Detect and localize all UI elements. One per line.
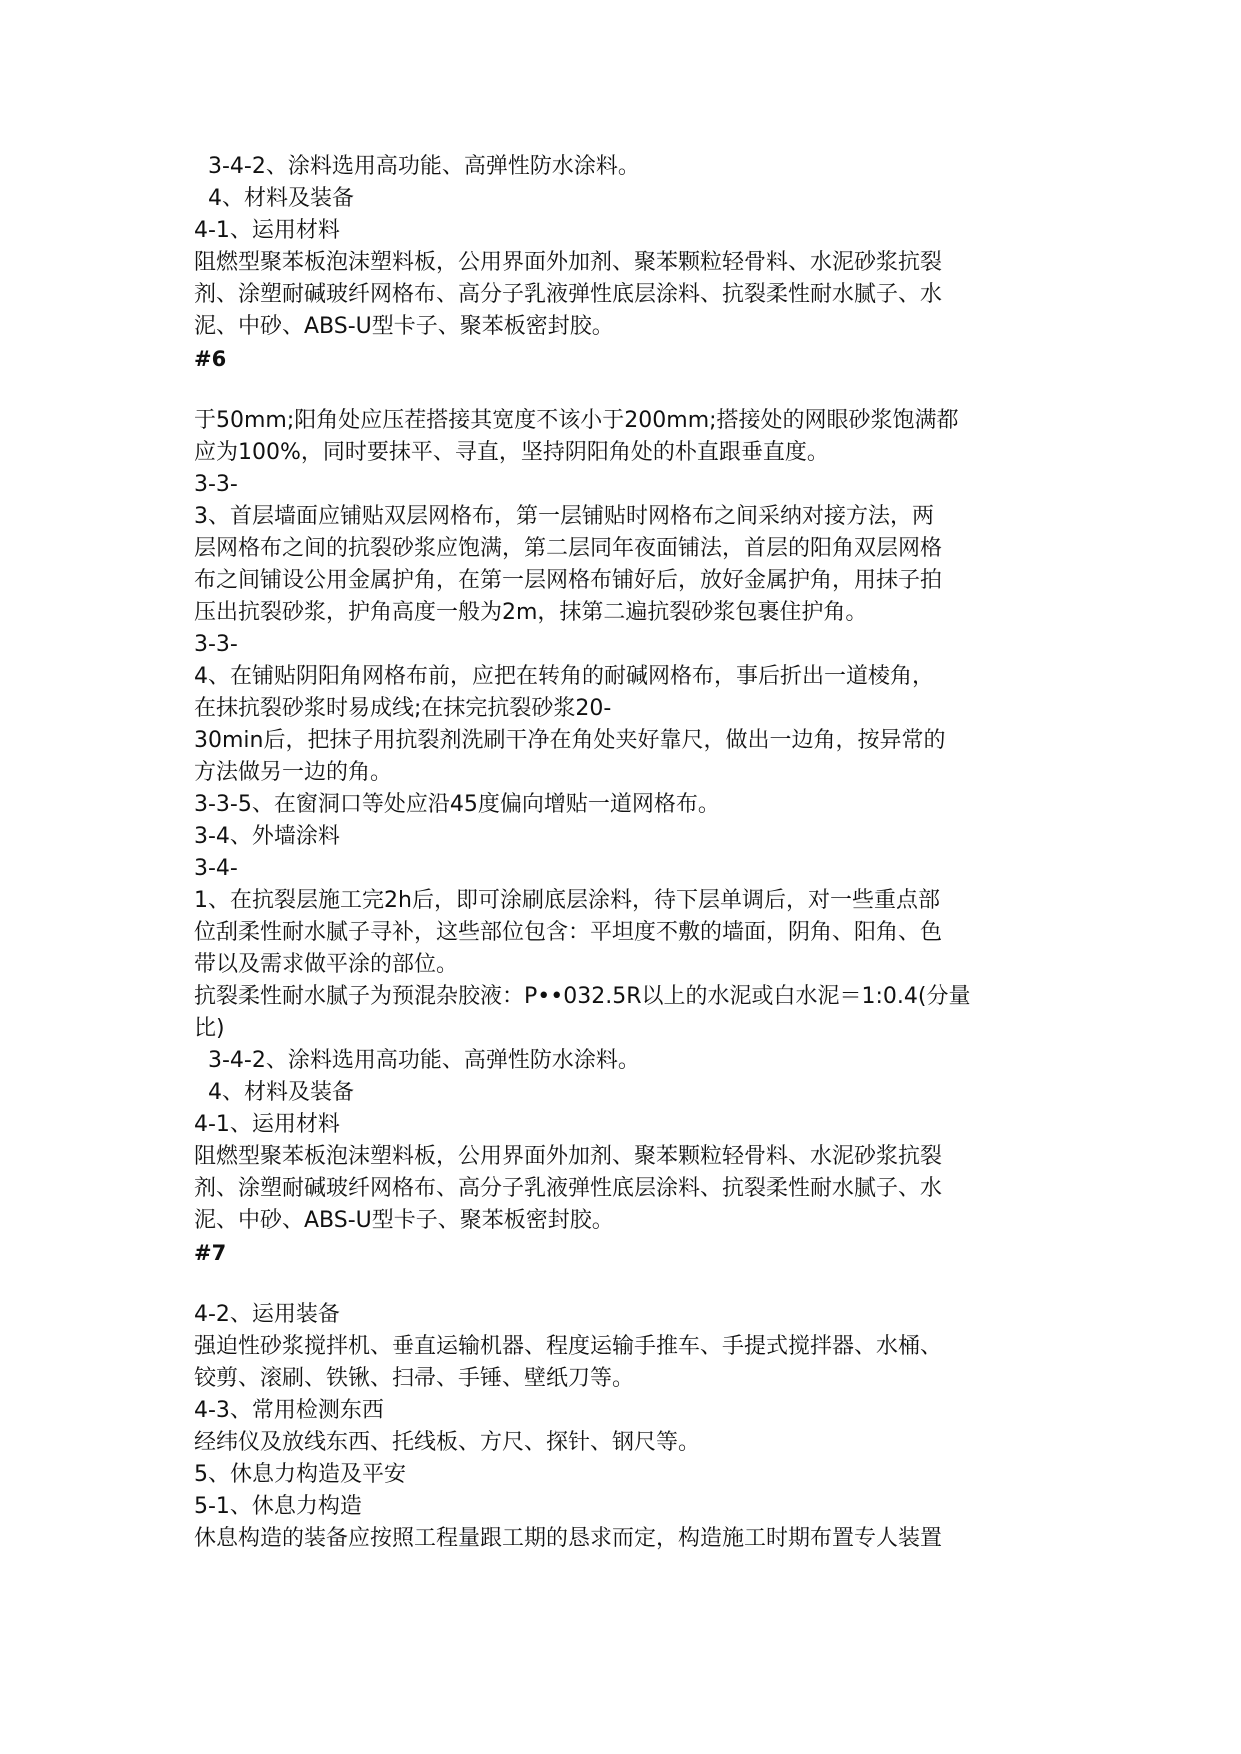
section-heading: 4-3、常用检测东西 <box>194 1398 384 1423</box>
section-heading: 5-1、休息力构造 <box>194 1494 362 1519</box>
spacer <box>194 375 1054 405</box>
paragraph-line: 3-3-5、在窗洞口等处应沿45度偏向增贴一道网格布。 <box>194 792 720 817</box>
section-heading: 4、材料及装备 <box>208 1080 354 1105</box>
paragraph-line: 3、首层墙面应铺贴双层网格布，第一层铺贴时网格布之间采纳对接方法，两 <box>194 504 934 529</box>
spacer <box>194 1269 1054 1299</box>
section-heading: 3-4- <box>194 856 238 881</box>
section-heading: 4-1、运用材料 <box>194 218 340 243</box>
paragraph-line: 4、在铺贴阴阳角网格布前，应把在转角的耐碱网格布，事后折出一道棱角， <box>194 664 934 689</box>
section-heading: 3-3- <box>194 632 238 657</box>
page-marker: #7 <box>194 1241 227 1265</box>
section-heading: 3-3- <box>194 472 238 497</box>
paragraph-line: 阻燃型聚苯板泡沫塑料板，公用界面外加剂、聚苯颗粒轻骨料、水泥砂浆抗裂 <box>194 250 943 275</box>
section-heading: 5、休息力构造及平安 <box>194 1462 406 1487</box>
paragraph-line: 抗裂柔性耐水腻子为预混杂胶液：P••032.5R以上的水泥或白水泥＝1:0.4(分量 <box>194 984 971 1009</box>
document-body <box>194 151 1054 1555</box>
paragraph-line: 30min后，把抹子用抗裂剂洗刷干净在角处夹好靠尺，做出一边角，按异常的 <box>194 728 946 753</box>
paragraph-line: 铰剪、滚刷、铁锹、扫帚、手锤、壁纸刀等。 <box>194 1366 635 1391</box>
section-heading: 4、材料及装备 <box>208 186 354 211</box>
paragraph-line: 休息构造的装备应按照工程量跟工期的恳求而定，构造施工时期布置专人装置 <box>194 1526 943 1551</box>
paragraph-line: 经纬仪及放线东西、托线板、方尺、探针、钢尺等。 <box>194 1430 701 1455</box>
section-heading: 4-1、运用材料 <box>194 1112 340 1137</box>
paragraph-line: 带以及需求做平涂的部位。 <box>194 952 459 977</box>
paragraph-line: 层网格布之间的抗裂砂浆应饱满，第二层同年夜面铺法，首层的阳角双层网格 <box>194 536 943 561</box>
page-marker: #6 <box>194 347 227 371</box>
paragraph-line: 应为100%，同时要抹平、寻直，坚持阴阳角处的朴直跟垂直度。 <box>194 440 829 465</box>
paragraph-line: 1、在抗裂层施工完2h后，即可涂刷底层涂料，待下层单调后，对一些重点部 <box>194 888 940 913</box>
paragraph-line: 3-4-2、涂料选用高功能、高弹性防水涂料。 <box>208 1048 640 1073</box>
paragraph-line: 剂、涂塑耐碱玻纤网格布、高分子乳液弹性底层涂料、抗裂柔性耐水腻子、水 <box>194 1176 943 1201</box>
paragraph-line: 剂、涂塑耐碱玻纤网格布、高分子乳液弹性底层涂料、抗裂柔性耐水腻子、水 <box>194 282 943 307</box>
paragraph-line: 位刮柔性耐水腻子寻补，这些部位包含：平坦度不敷的墙面，阴角、阳角、色 <box>194 920 943 945</box>
paragraph-line: 阻燃型聚苯板泡沫塑料板，公用界面外加剂、聚苯颗粒轻骨料、水泥砂浆抗裂 <box>194 1144 943 1169</box>
paragraph-line: 方法做另一边的角。 <box>194 760 393 785</box>
section-heading: 3-4、外墙涂料 <box>194 824 340 849</box>
section-heading: 4-2、运用装备 <box>194 1302 340 1327</box>
paragraph-line: 比) <box>194 1016 225 1041</box>
paragraph-line: 泥、中砂、ABS-U型卡子、聚苯板密封胶。 <box>194 1208 614 1233</box>
paragraph-line: 于50mm;阳角处应压茬搭接其宽度不该小于200mm;搭接处的网眼砂浆饱满都 <box>194 408 959 433</box>
paragraph-line: 在抹抗裂砂浆时易成线;在抹完抗裂砂浆20- <box>194 696 612 721</box>
paragraph-line: 压出抗裂砂浆，护角高度一般为2m，抹第二遍抗裂砂浆包裹住护角。 <box>194 600 868 625</box>
paragraph-line: 布之间铺设公用金属护角，在第一层网格布铺好后，放好金属护角，用抹子拍 <box>194 568 943 593</box>
paragraph-line: 强迫性砂浆搅拌机、垂直运输机器、程度运输手推车、手提式搅拌器、水桶、 <box>194 1334 943 1359</box>
paragraph-line: 泥、中砂、ABS-U型卡子、聚苯板密封胶。 <box>194 314 614 339</box>
paragraph-line: 3-4-2、涂料选用高功能、高弹性防水涂料。 <box>208 154 640 179</box>
